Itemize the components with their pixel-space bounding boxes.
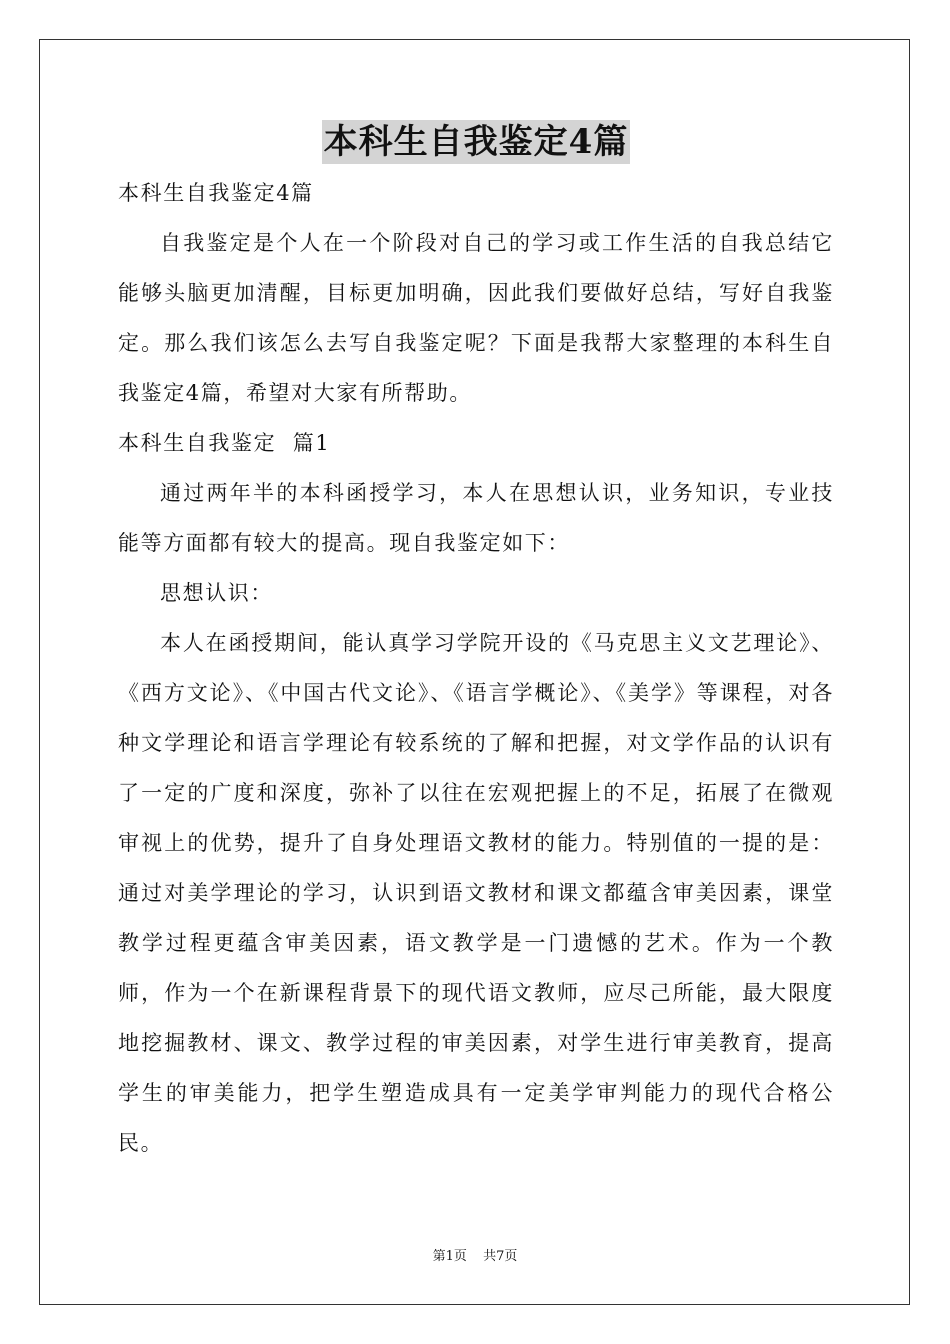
subheading: 思想认识： xyxy=(160,581,273,605)
title-wrap xyxy=(118,120,834,164)
document-subtitle: 本科生自我鉴定4篇 xyxy=(118,181,314,205)
section-heading: 本科生自我鉴定 篇1 xyxy=(118,431,331,455)
page-number: 第1页 xyxy=(432,1249,467,1264)
page-footer xyxy=(0,1245,950,1264)
page-total: 共7页 xyxy=(483,1249,518,1264)
section-paragraph: 通过两年半的本科函授学习，本人在思想认识，业务知识，专业技能等方面都有较大的提高。现自我鉴定如下： xyxy=(118,481,834,555)
intro-paragraph: 自我鉴定是个人在一个阶段对自己的学习或工作生活的自我总结它能够头脑更加清醒，目标更加明确，因此我们要做好总结，写好自我鉴定。那么我们该怎么去写自我鉴定呢？下面是我帮大家整理的本科生自我鉴定4篇，希望对大家有所帮助。 xyxy=(118,231,834,405)
document-body xyxy=(118,120,834,1168)
section-paragraph: 本人在函授期间，能认真学习学院开设的《马克思主义文艺理论》、《西方文论》、《中国古代文论》、《语言学概论》、《美学》等课程，对各种文学理论和语言学理论有较系统的了解和把握，对文学作品的认识有了一定的广度和深度，弥补了以往在宏观把握上的不足，拓展了在微观审视上的优势，提升了自身处理语文教材的能力。特别值的一提的是：通过对美学理论的学习，认识到语文教材和课文都蕴含审美因素，课堂教学过程更蕴含审美因素，语文教学是一门遗憾的艺术。作为一个教师，作为一个在新课程背景下的现代语文教师，应尽己所能，最大限度地挖掘教材、课文、教学过程的审美因素，对学生进行审美教育，提高学生的审美能力，把学生塑造成具有一定美学审判能力的现代合格公民。 xyxy=(118,631,834,1155)
document-title: 本科生自我鉴定4篇 xyxy=(323,122,629,162)
